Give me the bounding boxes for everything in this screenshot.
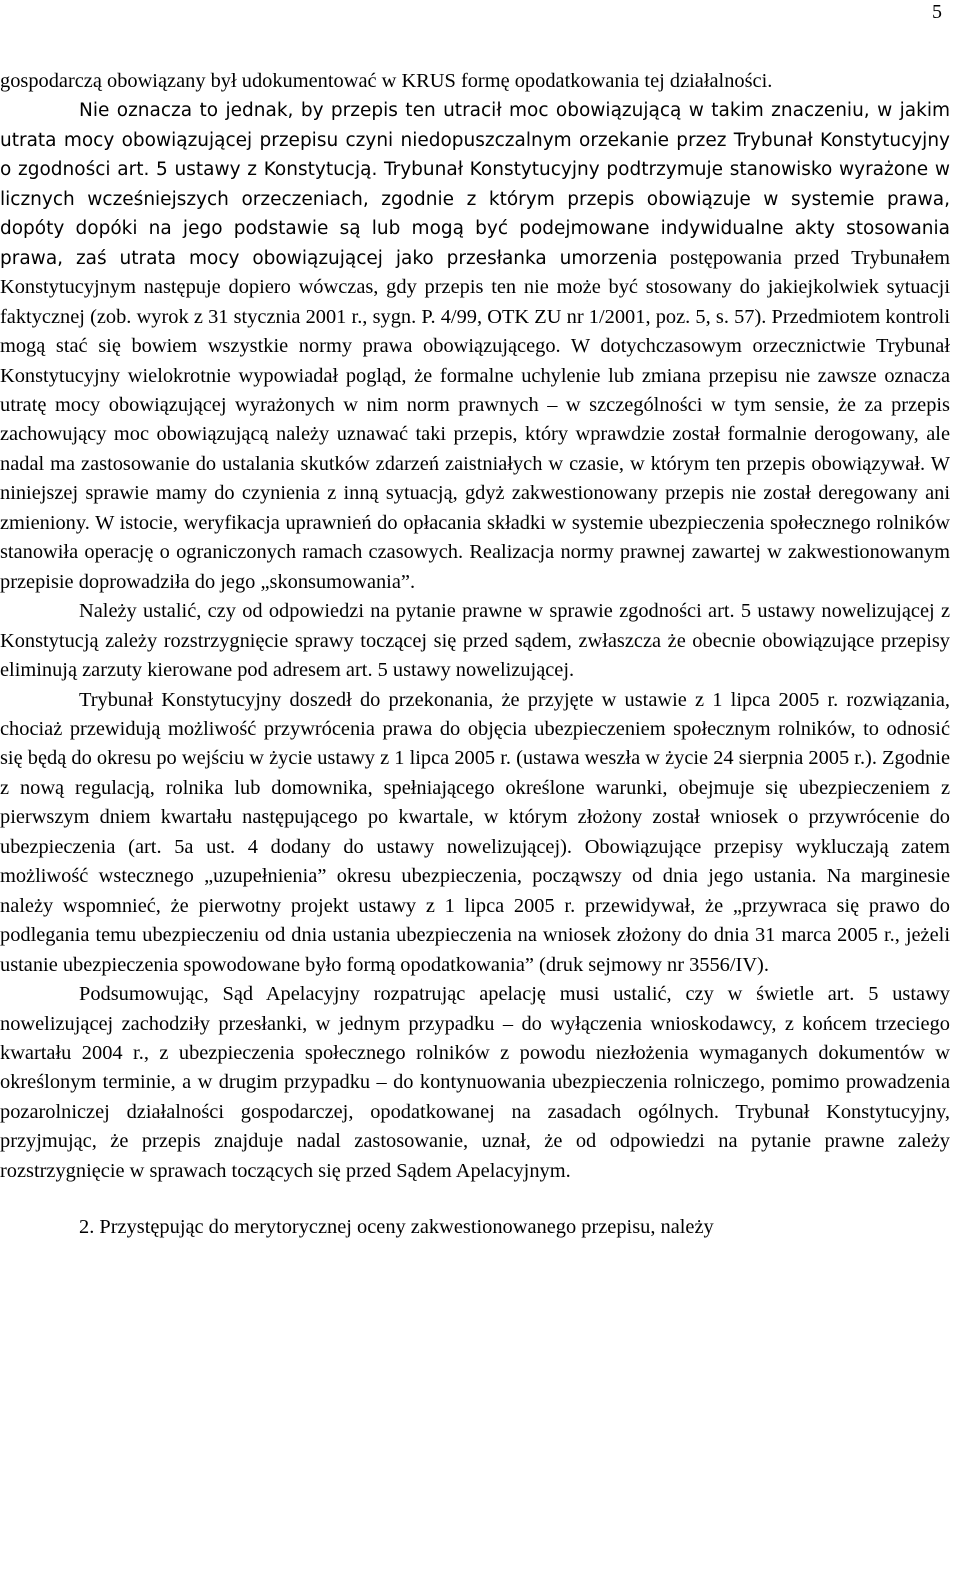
page-number: 5	[932, 1, 942, 23]
paragraph-tribunal-conclusion: Trybunał Konstytucyjny doszedł do przekonania, że przyjęte w ustawie z 1 lipca 2005 r. rozwiązania, chociaż przewidują możliwość przywrócenia prawa do objęcia ubezpieczeniem społecznym rolników, to odnosić się będą do okresu po wejściu w życie ustawy z 1 lipca 2005 r. (ustawa weszła w życie 24 sierpnia 2005 r.). Zgodnie z nową regulacją, rolnika lub domownika, spełniającego określone warunki, obejmuje się ubezpieczeniem z pierwszym dniem kwartału następującego po kwartale, w którym złożony został wniosek o przywrócenie do ubezpieczenia (art. 5a ust. 4 dodany do ustawy nowelizującej). Obowiązujące przepisy wykluczają zatem możliwość wstecznego „uzupełnienia” okresu ubezpieczenia, począwszy od dnia jego ustania. Na marginesie należy wspomnieć, że pierwotny projekt ustawy z 1 lipca 2005 r. przewidywał, że „przywraca się prawo do podlegania temu ubezpieczeniu od dnia ustania ubezpieczenia na wniosek złożony do dnia 31 marca 2005 r., jeżeli ustanie ubezpieczenia spowodowane było formą opodatkowania” (druk sejmowy nr 3556/IV).	[0, 688, 950, 976]
document-body	[0, 67, 950, 1243]
paragraph-continuation: gospodarczą obowiązany był udokumentować w KRUS formę opodatkowania tej działalności.	[0, 70, 773, 92]
numbered-paragraph-text: Przystępując do merytorycznej oceny zakwestionowanego przepisu, należy	[99, 1216, 714, 1239]
numbered-paragraph	[0, 1213, 950, 1242]
paragraph-number: 2.	[79, 1216, 95, 1239]
paragraph-tribunal-position	[0, 96, 950, 597]
paragraph-serif-segment: postępowania przed Trybunałem Konstytucyjnym następuje dopiero wówczas, gdy przepis ten nie może być stosowany do jakiejkolwiek sytuacji faktycznej (zob. wyrok z 31 stycznia 2001 r., sygn. P. 4/99, OTK ZU nr 1/2001, poz. 5, s. 57). Przedmiotem kontroli mogą stać się bowiem wszystkie normy prawa obowiązującego. W dotychczasowym orzecznictwie Trybunał Konstytucyjny wielokrotnie wypowiadał pogląd, że formalne uchylenie lub zmiana przepisu nie zawsze oznacza utratę mocy obowiązującej wyrażonych w nim norm prawnych – w szczególności w tym sensie, że za przepis zachowujący moc obowiązującą należy uznawać taki przepis, który wprawdzie został formalnie derogowany, ale nadal ma zastosowanie do ustalania skutków zdarzeń zaistniałych w czasie, w którym ten przepis obowiązywał. W niniejszej sprawie mamy do czynienia z inną sytuacją, gdyż zakwestionowany przepis nie został deregowany ani zmieniony. W istocie, weryfikacja uprawnień do opłacania składki w systemie ubezpieczenia społecznego rolników stanowiła operację o ograniczonych ramach czasowych. Realizacja normy prawnej zawartej w zakwestionowanym przepisie doprowadziła do jego „skonsumowania”.	[0, 246, 951, 593]
paragraph-legal-question: Należy ustalić, czy od odpowiedzi na pytanie prawne w sprawie zgodności art. 5 ustawy nowelizującej z Konstytucją zależy rozstrzygnięcie sprawy toczącej się przed sądem, zwłaszcza że obecnie obowiązujące przepisy eliminują zarzuty kierowane pod adresem art. 5 ustawy nowelizującej.	[0, 600, 950, 682]
paragraph-sans-segment: Nie oznacza to jednak, by przepis ten utracił moc obowiązującą w takim znaczeniu, w jakim utrata mocy obowiązującej przepisu czyni niedopuszczalnym orzekanie przez Trybunał Konstytucyjny o zgodności art. 5 ustawy z Konstytucją. Trybunał Konstytucyjny podtrzymuje stanowisko wyrażone w licznych wcześniejszych orzeczeniach, zgodnie z którym przepis obowiązuje w systemie prawa, dopóty dopóki na jego podstawie są lub mogą być podejmowane indywidualne akty stosowania prawa, zaś utrata mocy obowiązującej jako przesłanka umorzenia	[0, 100, 950, 269]
paragraph-summary: Podsumowując, Sąd Apelacyjny rozpatrując apelację musi ustalić, czy w świetle art. 5 ustawy nowelizującej zachodziły przesłanki, w jednym przypadku – do wyłączenia wnioskodawcy, z końcem trzeciego kwartału 2004 r., z ubezpieczenia społecznego rolników z powodu niezłożenia wymaganych dokumentów w określonym terminie, a w drugim przypadku – do kontynuowania ubezpieczenia rolniczego, pomimo prowadzenia pozarolniczej działalności gospodarczej, opodatkowanej na zasadach ogólnych. Trybunał Konstytucyjny, przyjmując, że przepis znajduje nadal zastosowanie, uznał, że od odpowiedzi na pytanie prawne zależy rozstrzygnięcie w sprawach toczących się przed Sądem Apelacyjnym.	[0, 983, 950, 1182]
